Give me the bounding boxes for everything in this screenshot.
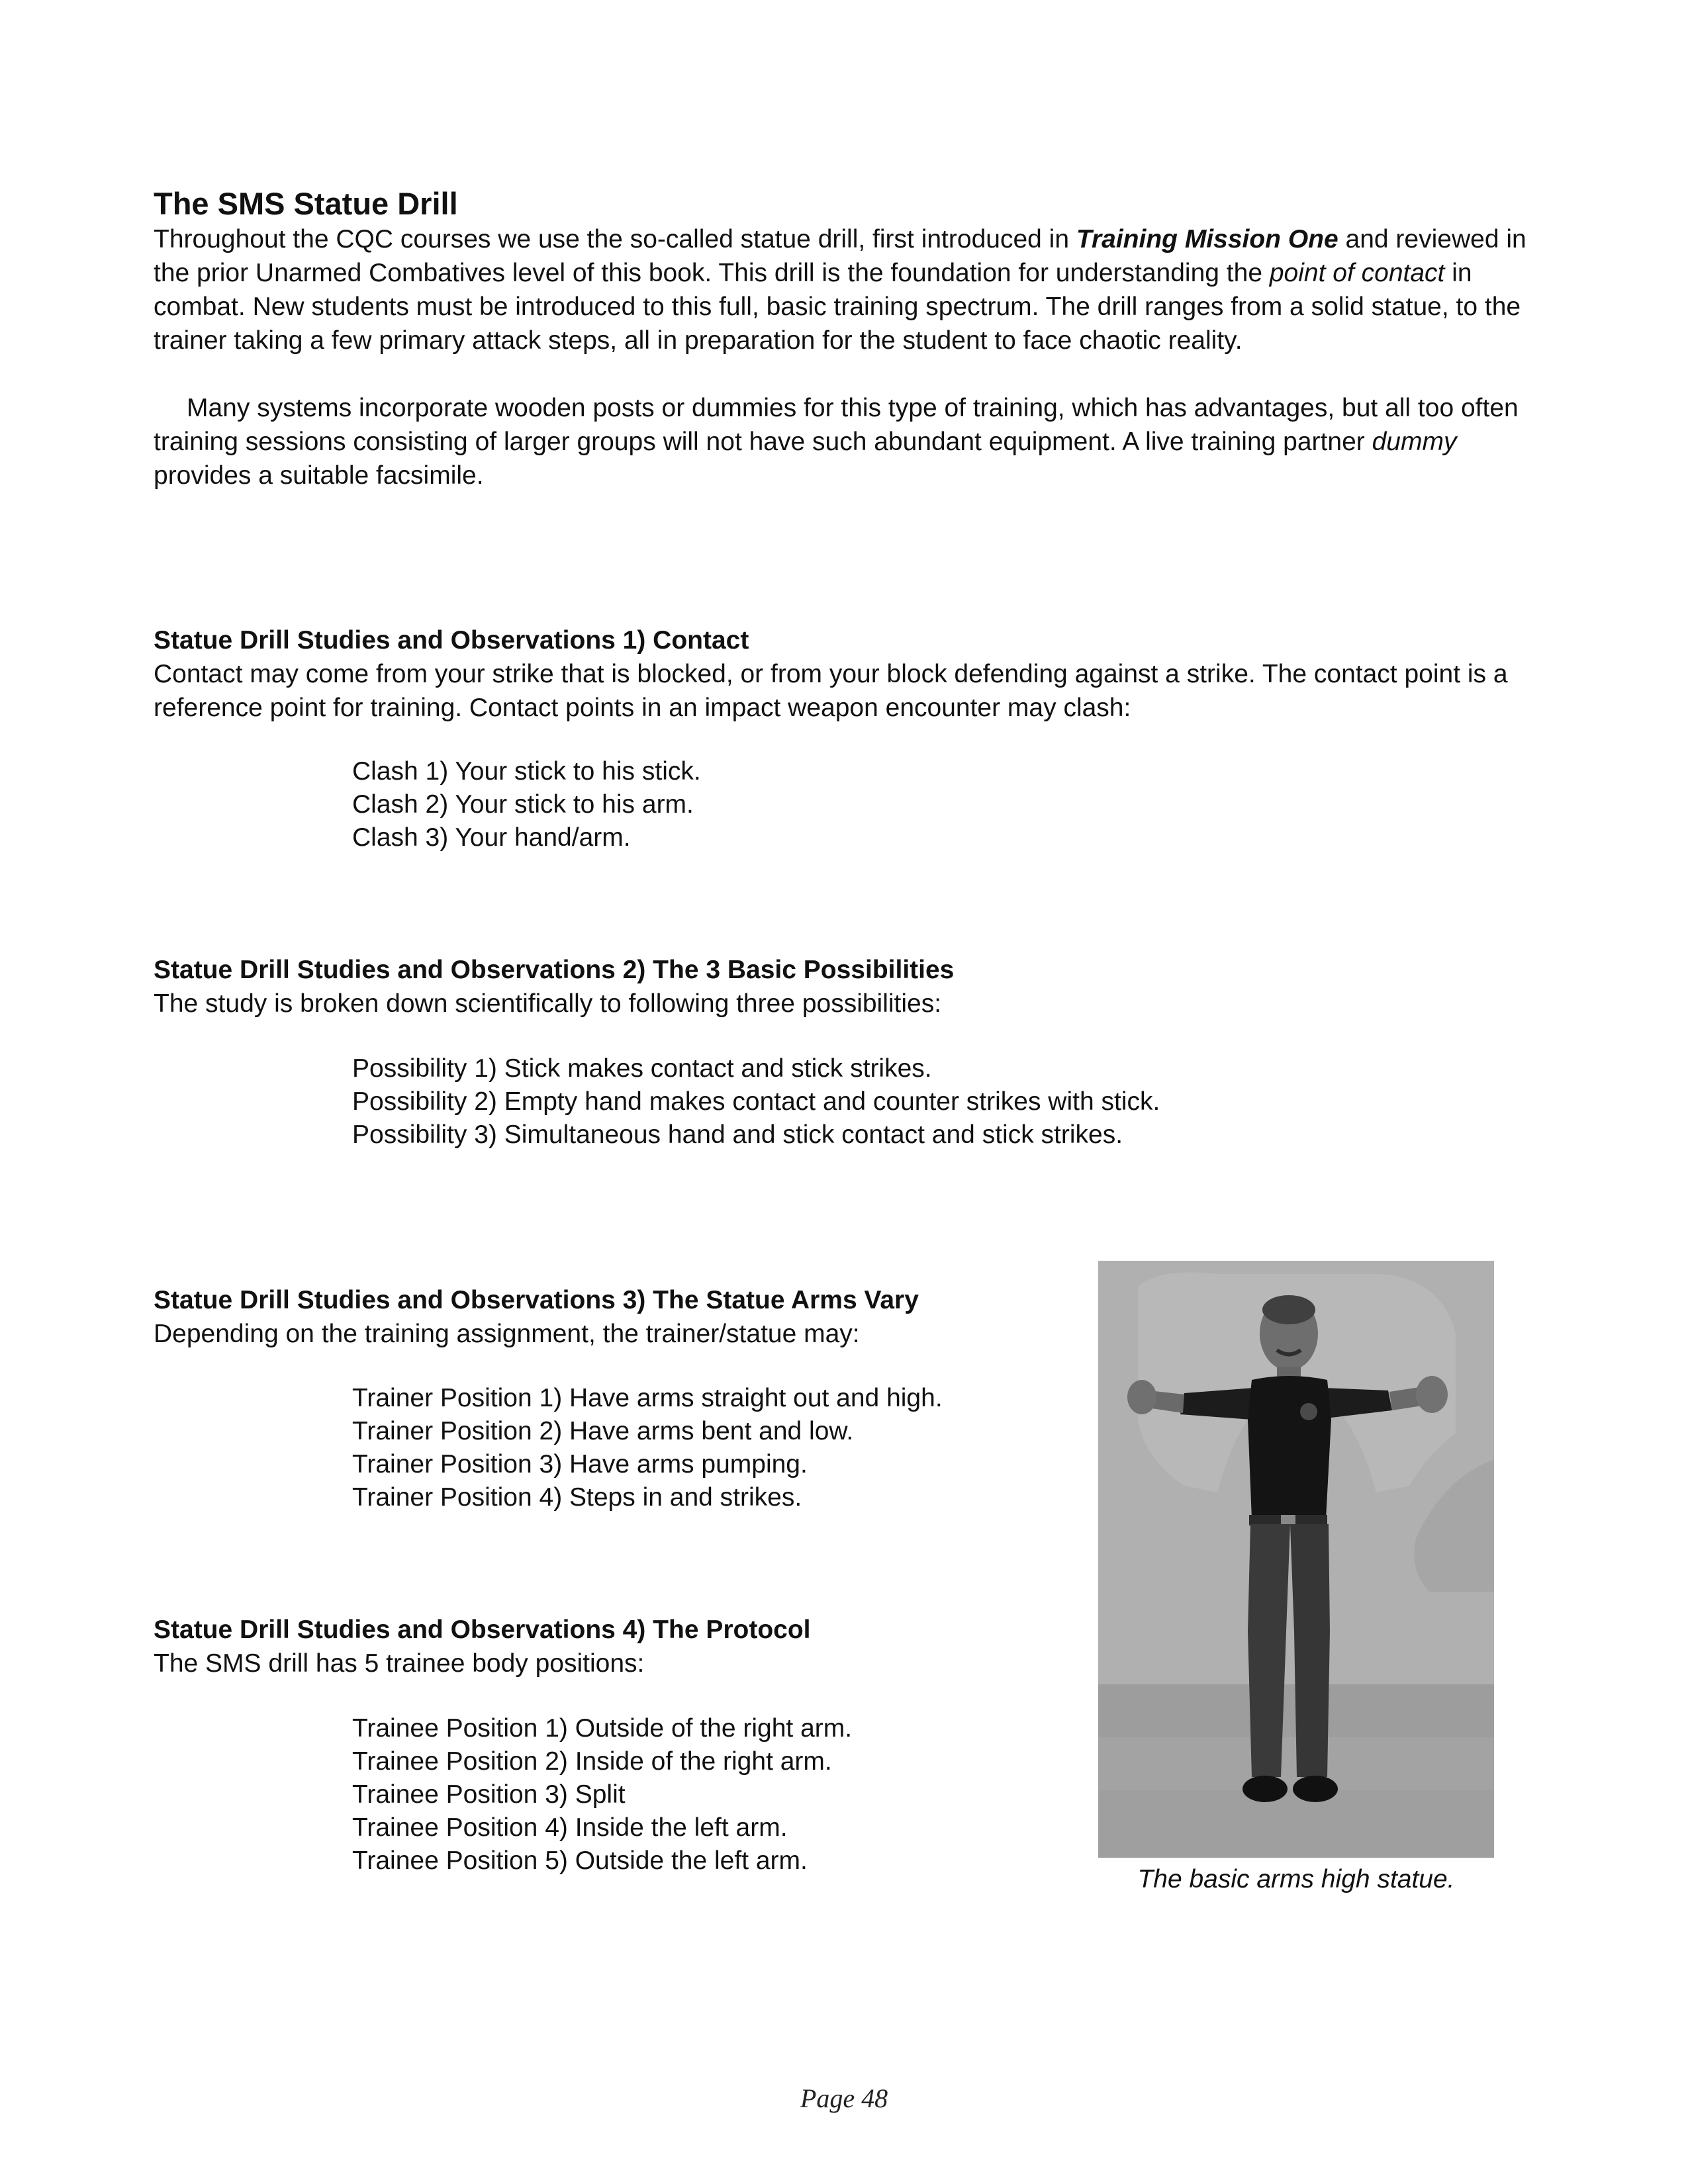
list-item: Clash 1) Your stick to his stick. (352, 757, 701, 786)
book-title-emphasis: Training Mission One (1076, 225, 1338, 253)
list-item: Trainee Position 4) Inside the left arm. (352, 1813, 788, 1842)
photo-caption: The basic arms high statue. (1137, 1865, 1455, 1893)
section-text-possibilities: The study is broken down scientifically to following three possibilities: (154, 989, 942, 1018)
list-item: Trainee Position 3) Split (352, 1780, 626, 1809)
statue-photo (1098, 1261, 1494, 1858)
intro-text: Throughout the CQC courses we use the so-called statue drill, first introduced in (154, 225, 1076, 253)
section-heading-possibilities: Statue Drill Studies and Observations 2) The 3 Basic Possibilities (154, 956, 955, 984)
section-heading-contact: Statue Drill Studies and Observations 1) Contact (154, 626, 749, 655)
possibility-list (352, 1052, 1160, 1152)
list-item: Possibility 2) Empty hand makes contact and counter strikes with stick. (352, 1087, 1160, 1116)
intro-text: provides a suitable facsimile. (154, 461, 484, 490)
section-heading-protocol: Statue Drill Studies and Observations 4) The Protocol (154, 1615, 811, 1644)
term-emphasis: dummy (1372, 428, 1457, 456)
list-item: Trainee Position 1) Outside of the right arm. (352, 1714, 853, 1743)
list-item: Clash 2) Your stick to his arm. (352, 790, 694, 819)
list-item: Trainer Position 1) Have arms straight out and high. (352, 1384, 943, 1412)
list-item: Trainee Position 5) Outside the left arm. (352, 1846, 808, 1875)
list-item: Trainee Position 2) Inside of the right arm. (352, 1747, 832, 1776)
intro-text: and reviewed in the prior Unarmed Combatives level of this book. This drill is the foundation for understanding the (154, 225, 1526, 287)
intro-paragraph-1 (154, 222, 1550, 357)
intro-text: in combat. New students must be introduced to this full, basic training spectrum. The drill ranges from a solid statue, to the trainer taking a few primary attack steps, all in preparation for the student to face chaotic reality. (154, 259, 1521, 355)
section-text-protocol: The SMS drill has 5 trainee body positions: (154, 1649, 645, 1678)
list-item: Possibility 3) Simultaneous hand and stick contact and stick strikes. (352, 1120, 1123, 1149)
term-emphasis: point of contact (1269, 259, 1445, 287)
page-number: Page 48 (800, 2083, 888, 2113)
list-item: Clash 3) Your hand/arm. (352, 823, 631, 852)
section-heading-arms-vary: Statue Drill Studies and Observations 3) The Statue Arms Vary (154, 1286, 919, 1314)
trainee-position-list (352, 1712, 852, 1878)
list-item: Trainer Position 2) Have arms bent and low. (352, 1417, 854, 1445)
trainer-position-list (352, 1382, 943, 1514)
clash-list (352, 755, 701, 854)
list-item: Possibility 1) Stick makes contact and stick strikes. (352, 1054, 932, 1083)
section-text-arms-vary: Depending on the training assignment, the trainer/statue may: (154, 1320, 860, 1348)
list-item: Trainer Position 3) Have arms pumping. (352, 1450, 808, 1479)
intro-paragraph-2 (154, 391, 1550, 492)
list-item: Trainer Position 4) Steps in and strikes. (352, 1483, 802, 1512)
intro-text: Many systems incorporate wooden posts or dummies for this type of training, which has advantages, but all too often training sessions consisting of larger groups will not have such abundant equipment. A live training partner (154, 394, 1519, 456)
page-title: The SMS Statue Drill (154, 186, 458, 221)
man-standing-arms-out-illustration (1098, 1261, 1494, 1858)
section-text-contact: Contact may come from your strike that is blocked, or from your block defending against a strike. The contact point is a reference point for training. Contact points in an impact weapon encounter may clash: (154, 660, 1508, 722)
